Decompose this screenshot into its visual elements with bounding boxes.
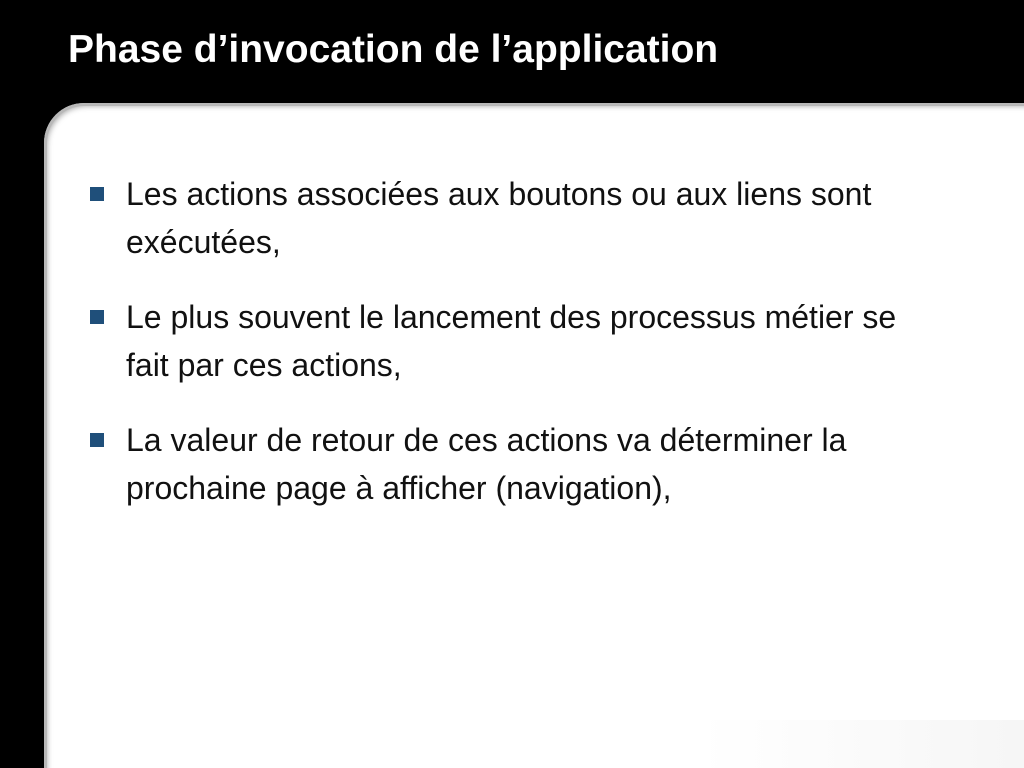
square-bullet-icon (90, 187, 104, 201)
bullet-item (90, 293, 920, 389)
bullet-text: Les actions associées aux boutons ou aux liens sont exécutées, (126, 176, 872, 260)
slide-title: Phase d’invocation de l’application (68, 28, 719, 71)
bullet-text: Le plus souvent le lancement des processus métier se fait par ces actions, (126, 299, 897, 383)
bullet-item (90, 416, 920, 512)
bullet-text: La valeur de retour de ces actions va déterminer la prochaine page à afficher (navigation), (126, 422, 847, 506)
square-bullet-icon (90, 310, 104, 324)
square-bullet-icon (90, 433, 104, 447)
bullet-item (90, 170, 920, 266)
bullet-list (90, 170, 920, 539)
